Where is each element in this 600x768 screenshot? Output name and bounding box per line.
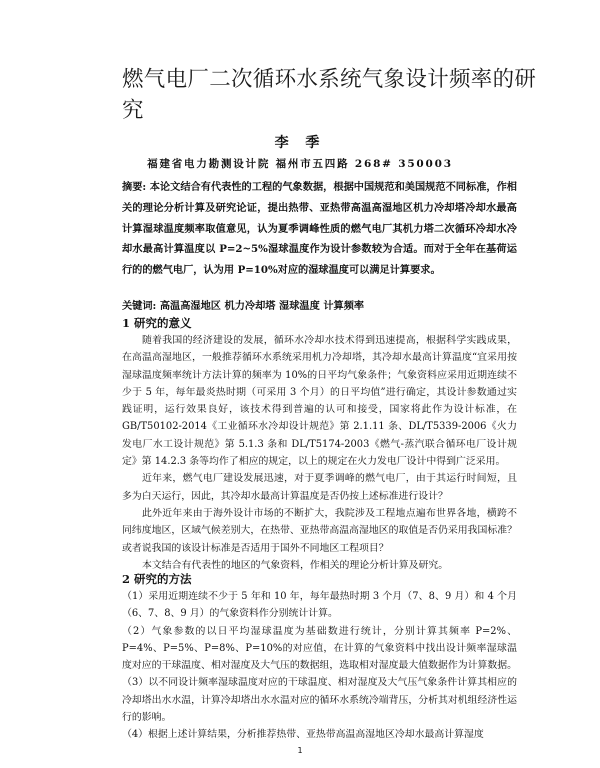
paragraph: （4）根据上述计算结果，分析推荐热带、亚热带高温高湿地区冷却水最高计算湿度: [122, 729, 484, 741]
author-affiliation: 福建省电力勘测设计院 福州市五四路 268# 350003: [147, 158, 453, 170]
section-2-body: [122, 588, 517, 744]
section-2-heading: 2 研究的方法: [122, 572, 192, 586]
paragraph: 随着我国的经济建设的发展，循环水冷却水技术得到迅速提高，根据科学实践成果，在高温高湿地区，一般推荐循环水系统采用机力冷却塔，其冷却水最高计算温度“宜采用按湿球温度频率统计方法计算的频率为 10%的日平均气象条件；气象资料应采用近期连续不少于 5 年，每年最炎热时期（可采用 3 个月）的日平均值”进行确定，其设计参数通过实践证明，运行效果良好，该技术得到普遍的认可和接受，国家将此作为设计标准，在 GB/T50102-2014《工业循环水冷却设计规范》第 2.1.11 条、DL/T5339-2006《火力发电厂水工设计规范》第 5.1.3 条和 DL/T5174-2003《燃气-蒸汽联合循环电厂设计规定》第 14.2.3 条等均作了相应的规定，以上的规定在火力发电厂设计中得到广泛采用。: [122, 335, 517, 468]
paragraph: （1）采用近期连续不少于 5 年和 10 年，每年最热时期 3 个月（7、8、9 月）和 4 个月（6、7、8、9 月）的气象资料作分别统计计算。: [122, 591, 517, 620]
paper-title: 燃气电厂二次循环水系统气象设计频率的研究: [122, 67, 537, 123]
paragraph: 此外近年来由于海外设计市场的不断扩大，我院涉及工程地点遍布世界各地，横跨不同纬度地区，区域气候差别大，在热带、亚热带高温高湿地区的取值是否仍采用我国标准？或者说我国的该设计标准是否适用于国外不同地区工程项目？: [122, 507, 518, 554]
paragraph: （2）气象参数的以日平均湿球温度为基础数进行统计，分别计算其频率 P=2%、P=4%、P=5%、P=8%、P=10%的对应值，在计算的气象资料中找出设计频率湿球温度对应的干球温度、相对湿度及大气压的数据组，选取相对湿度最大值数据作为计算数据。: [122, 625, 518, 672]
paragraph: （3）以不同设计频率湿球温度对应的干球温度、相对湿度及大气压气象条件计算其相应的冷却塔出水水温，计算冷却塔出水水温对应的循环水系统冷端背压，分析其对机组经济性运行的影响。: [122, 677, 518, 724]
section-1-heading: 1 研究的意义: [122, 316, 192, 330]
section-1-body: [122, 332, 517, 574]
abstract: 摘要: 本论文结合有代表性的工程的气象数据，根据中国规范和美国规范不同标准，作相关的理论分析计算及研究论证，提出热带、亚热带高温高湿地区机力冷却塔冷却水最高计算湿球温度频率取值意见，认为夏季调峰性质的燃气电厂其机力塔二次循环冷却水冷却水最高计算温度以 P=2~5%湿球温度作为设计参数较为合适。而对于全年在基荷运行的的燃气电厂，认为用 P=10%对应的湿球温度可以满足计算要求。: [122, 181, 517, 277]
keywords: 关键词: 高温高湿地区 机力冷却塔 湿球温度 计算频率: [122, 300, 365, 312]
paragraph: 本文结合有代表性的地区的气象资料，作相关的理论分析计算及研究。: [142, 559, 449, 571]
author-name: 李 季: [274, 135, 326, 151]
page-number: 1: [297, 746, 303, 755]
paragraph: 近年来，燃气电厂建设发展迅速，对于夏季调峰的燃气电厂，由于其运行时间短，且多为白天运行，因此，其冷却水最高计算温度是否仍按上述标准进行设计？: [122, 473, 517, 502]
